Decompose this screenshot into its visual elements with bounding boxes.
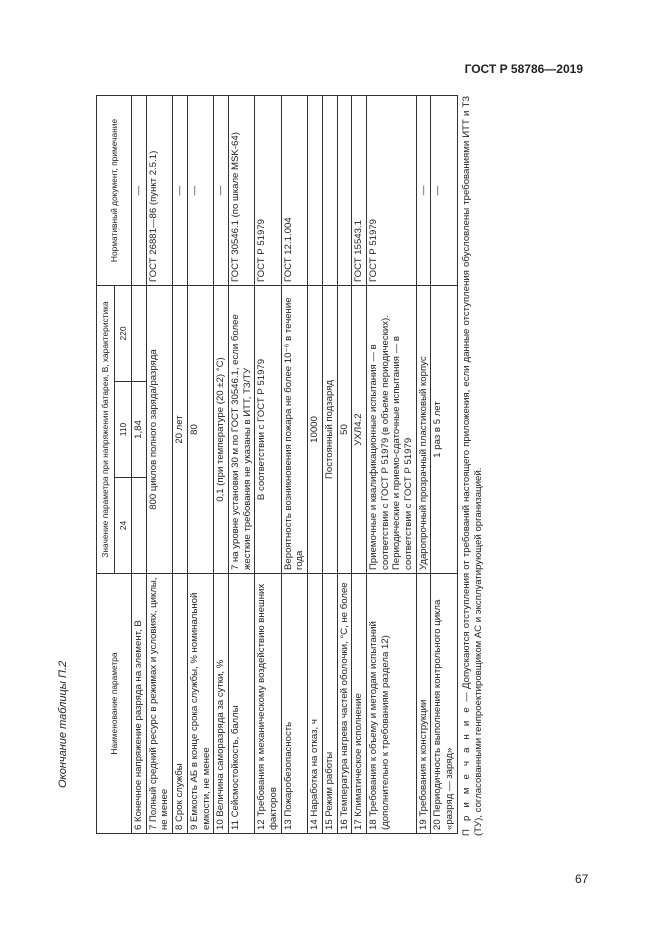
row-value-24: [132, 478, 147, 574]
row-name: 15 Режим работы: [322, 574, 337, 834]
row-doc: ГОСТ 12.1.004: [281, 95, 307, 285]
row-value: 50: [337, 285, 352, 573]
column-header-110: 110: [115, 382, 132, 478]
table-row: [132, 95, 147, 833]
row-doc: [337, 95, 352, 285]
column-header-value: Значение параметра при напряжении батареи, В, характеристика: [97, 285, 115, 573]
row-name: 7 Полный средний ресурс в режимах и условиях, циклы, не менее: [146, 574, 172, 834]
table-row: [146, 95, 172, 833]
column-header-doc: Нормативный документ, примечание: [97, 95, 132, 285]
table-row: [416, 95, 431, 833]
table-row: [322, 95, 337, 833]
table-caption: Окончание таблицы П.2: [57, 660, 69, 788]
table-row: [255, 95, 281, 833]
row-value: В соответствии с ГОСТ Р 51979: [255, 285, 281, 573]
row-value-110: 1,84: [132, 382, 147, 478]
column-header-24: 24: [115, 478, 132, 574]
row-doc: —: [132, 95, 147, 285]
row-value: Приемочные и квалификационные испытания — в соответствии с ГОСТ Р 51979 (в объеме периодических). Периодические и приемо-сдаточные испытания — в соответствии с ГОСТ Р 51979: [366, 285, 416, 573]
table-note: [461, 96, 486, 836]
table-row: [431, 95, 457, 833]
row-name: 8 Срок службы: [173, 574, 188, 834]
row-name: 17 Климатическое исполнение: [352, 574, 367, 834]
row-value: 20 лет: [173, 285, 188, 573]
row-name: 14 Наработка на отказ, ч: [308, 574, 323, 834]
table-row: [214, 95, 229, 833]
row-doc: [322, 95, 337, 285]
row-doc: —: [173, 95, 188, 285]
row-name: 9 Емкость АБ в конце срока службы, % номинальной емкости, не менее: [187, 574, 213, 834]
row-doc: —: [431, 95, 457, 285]
row-name: 10 Величина саморазряда за сутки, %: [214, 574, 229, 834]
row-doc: [308, 95, 323, 285]
row-doc: —: [214, 95, 229, 285]
column-header-220: 220: [115, 285, 132, 381]
table-row: [366, 95, 416, 833]
table-row: [173, 95, 188, 833]
row-name: 6 Конечное напряжение разряда на элемент, В: [132, 574, 147, 834]
row-doc: ГОСТ Р 51979: [255, 95, 281, 285]
row-doc: ГОСТ 30546.1 (по шкале MSK-64): [228, 95, 254, 285]
row-value: 10000: [308, 285, 323, 573]
row-name: 11 Сейсмостойкость, баллы: [228, 574, 254, 834]
table-row: [281, 95, 307, 833]
table-row: [337, 95, 352, 833]
parameters-table-container: [96, 96, 458, 834]
row-name: 16 Температура нагрева частей оболочки, °С, не более: [337, 574, 352, 834]
row-name: 20 Периодичность выполнения контрольного цикла «разряд — заряд»: [431, 574, 457, 834]
table-row: [352, 95, 367, 833]
note-label: П р и м е ч а н и е: [461, 704, 472, 836]
row-value: 80: [187, 285, 213, 573]
table-row: [187, 95, 213, 833]
row-value: 7 на уровне установки 30 м по ГОСТ 30546.1, если более жесткие требования не указаны в ИТТ, ТЗ/ТУ: [228, 285, 254, 573]
row-value: 1 раз в 5 лет: [431, 285, 457, 573]
row-value: 0,1 (при температуре (20 ±2) °С): [214, 285, 229, 573]
row-name: 13 Пожаробезопасность: [281, 574, 307, 834]
note-text: — Допускаются отступления от требований настоящего приложения, если данные отступления обусловлены требованиями ИТТ и ТЗ (ТУ), согласованными генпроектировщиком АС и эксплуатирующей организацией.: [461, 96, 485, 836]
row-name: 12 Требования к механическому воздействию внешних факторов: [255, 574, 281, 834]
row-value: Ударопрочный прозрачный пластиковый корпус: [416, 285, 431, 573]
row-value-220: [132, 285, 147, 381]
row-doc: ГОСТ 15543.1: [352, 95, 367, 285]
row-doc: —: [187, 95, 213, 285]
row-value: 800 циклов полного заряда/разряда: [146, 285, 172, 573]
row-doc: ГОСТ Р 51979: [366, 95, 416, 285]
row-value: Постоянный подзаряд: [322, 285, 337, 573]
row-value: УХЛ4.2: [352, 285, 367, 573]
row-name: 18 Требования к объему и методам испытаний (дополнительно к требованиям раздела 12): [366, 574, 416, 834]
page-number: 67: [575, 872, 589, 886]
row-doc: —: [416, 95, 431, 285]
parameters-table: [96, 95, 458, 834]
table-row: [228, 95, 254, 833]
row-value: Вероятность возникновения пожара не более 10⁻⁶ в течение года: [281, 285, 307, 573]
standard-number: ГОСТ Р 58786—2019: [464, 62, 583, 76]
row-doc: ГОСТ 26881—86 (пункт 2.5.1): [146, 95, 172, 285]
column-header-name: Наименование параметра: [97, 574, 132, 834]
row-name: 19 Требования к конструкции: [416, 574, 431, 834]
table-row: [308, 95, 323, 833]
